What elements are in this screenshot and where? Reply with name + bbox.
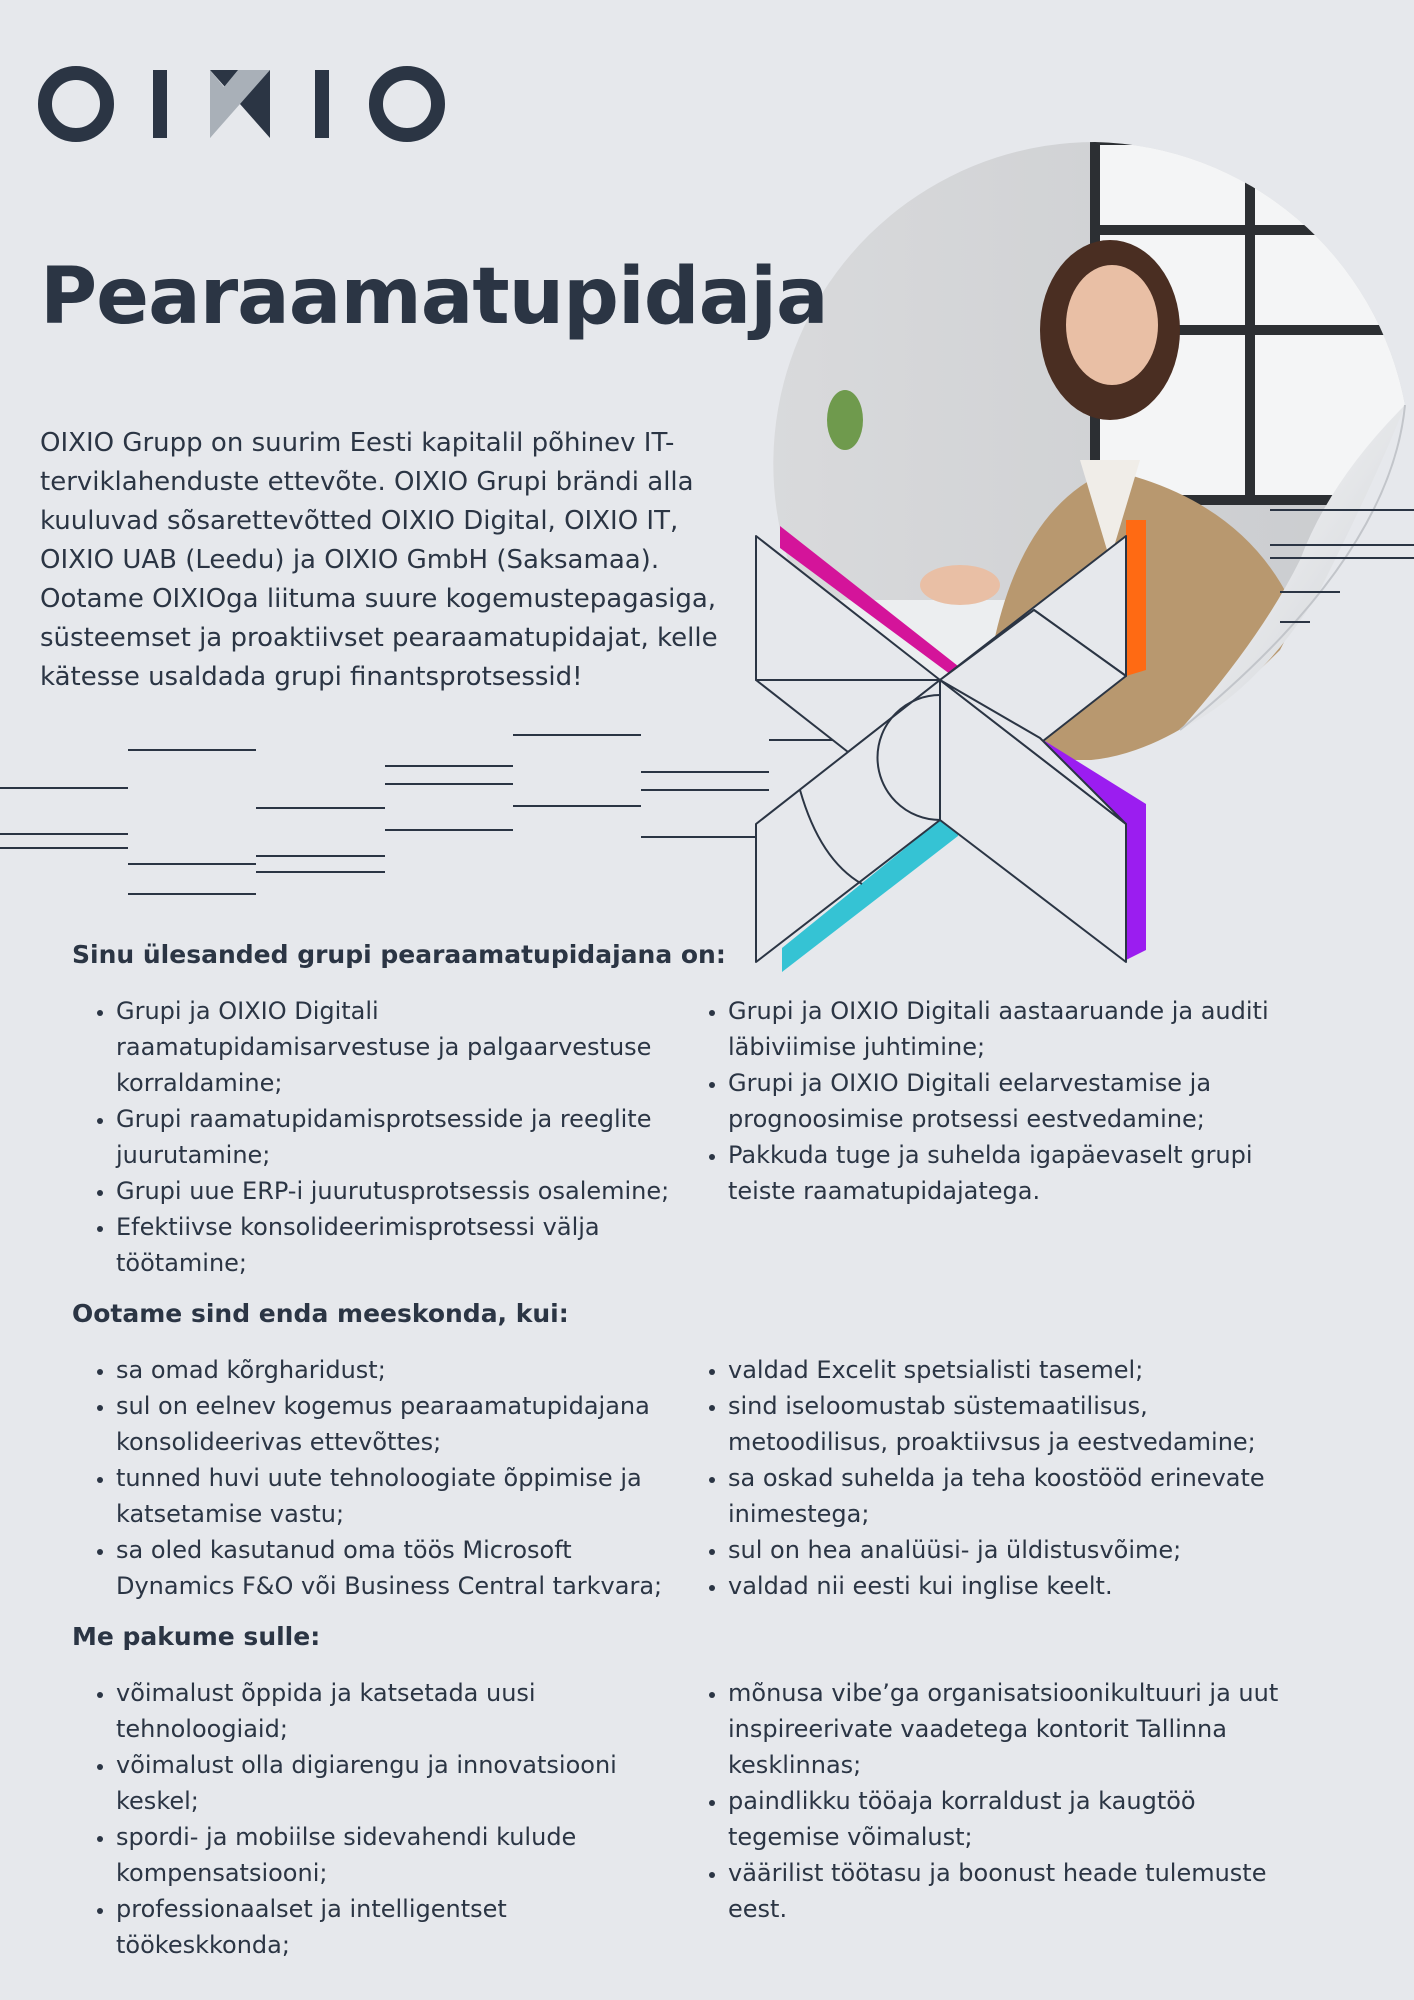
- list-item: • Pakkuda tuge ja suhelda igapäevaselt grupi teiste raamatupidajatega.: [728, 1137, 1296, 1209]
- list-item: • tunned huvi uute tehnoloogiate õppimise ja katsetamise vastu;: [116, 1460, 684, 1532]
- list-item: • Grupi ja OIXIO Digitali eelarvestamise ja prognoosimise protsessi eestvedamine;: [728, 1065, 1296, 1137]
- list-item: • paindlikku tööaja korraldust ja kaugtöö tegemise võimalust;: [728, 1783, 1296, 1855]
- list-item: • valdad Excelit spetsialisti tasemel;: [728, 1352, 1296, 1388]
- list-item: • Grupi uue ERP-i juurutusprotsessis osalemine;: [116, 1173, 684, 1209]
- section-tasks: [72, 940, 1352, 1281]
- section-title-offer: Me pakume sulle:: [72, 1622, 321, 1651]
- list-item: • võimalust olla digiarengu ja innovatsiooni keskel;: [116, 1747, 684, 1819]
- list-item: • sa oled kasutanud oma töös Microsoft Dynamics F&O või Business Central tarkvara;: [116, 1532, 684, 1604]
- list-item: • Efektiivse konsolideerimisprotsessi välja töötamine;: [116, 1209, 684, 1281]
- section-title-tasks: Sinu ülesanded grupi pearaamatupidajana on:: [72, 940, 726, 969]
- list-item: • Grupi ja OIXIO Digitali raamatupidamisarvestuse ja palgaarvestuse korraldamine;: [116, 993, 684, 1101]
- list-item: • mõnusa vibe’ga organisatsioonikultuuri ja uut inspireerivate vaadetega kontorit Tallinna kesklinnas;: [728, 1675, 1296, 1783]
- job-details: [72, 940, 1352, 1981]
- section-requirements: [72, 1299, 1352, 1604]
- list-item: • Grupi raamatupidamisprotsesside ja reeglite juurutamine;: [116, 1101, 684, 1173]
- list-item: • Grupi ja OIXIO Digitali aastaaruande ja auditi läbiviimise juhtimine;: [728, 993, 1296, 1065]
- list-item: • sul on eelnev kogemus pearaamatupidajana konsolideerivas ettevõttes;: [116, 1388, 684, 1460]
- list-item: • sa omad kõrgharidust;: [116, 1352, 684, 1388]
- list-item: • väärilist töötasu ja boonust heade tulemuste eest.: [728, 1855, 1296, 1927]
- list-item: • sind iseloomustab süstemaatilisus, metoodilisus, proaktiivsus ja eestvedamine;: [728, 1388, 1296, 1460]
- list-item: • professionaalset ja intelligentset töökeskkonda;: [116, 1891, 684, 1963]
- list-item: • võimalust õppida ja katsetada uusi tehnoloogiaid;: [116, 1675, 684, 1747]
- list-item: • sul on hea analüüsi- ja üldistusvõime;: [728, 1532, 1296, 1568]
- list-item: • sa oskad suhelda ja teha koostööd erinevate inimestega;: [728, 1460, 1296, 1532]
- section-offer: [72, 1622, 1352, 1963]
- intro-paragraph: OIXIO Grupp on suurim Eesti kapitalil põhinev IT-terviklahenduste ettevõte. OIXIO Grupi brändi alla kuuluvad sõsarettevõtted OIXIO Digital, OIXIO IT, OIXIO UAB (Leedu) ja OIXIO GmbH (Saksamaa). Ootame OIXIOga liituma suure kogemustepagasiga, süsteemset ja proaktiivset pearaamatupidajat, kelle kätesse usaldada grupi finantsprotsessid!: [40, 428, 718, 692]
- page-title: Pearaamatupidaja: [40, 252, 828, 342]
- list-item: • valdad nii eesti kui inglise keelt.: [728, 1568, 1296, 1604]
- list-item: • spordi- ja mobiilse sidevahendi kulude kompensatsiooni;: [116, 1819, 684, 1891]
- section-title-requirements: Ootame sind enda meeskonda, kui:: [72, 1299, 569, 1328]
